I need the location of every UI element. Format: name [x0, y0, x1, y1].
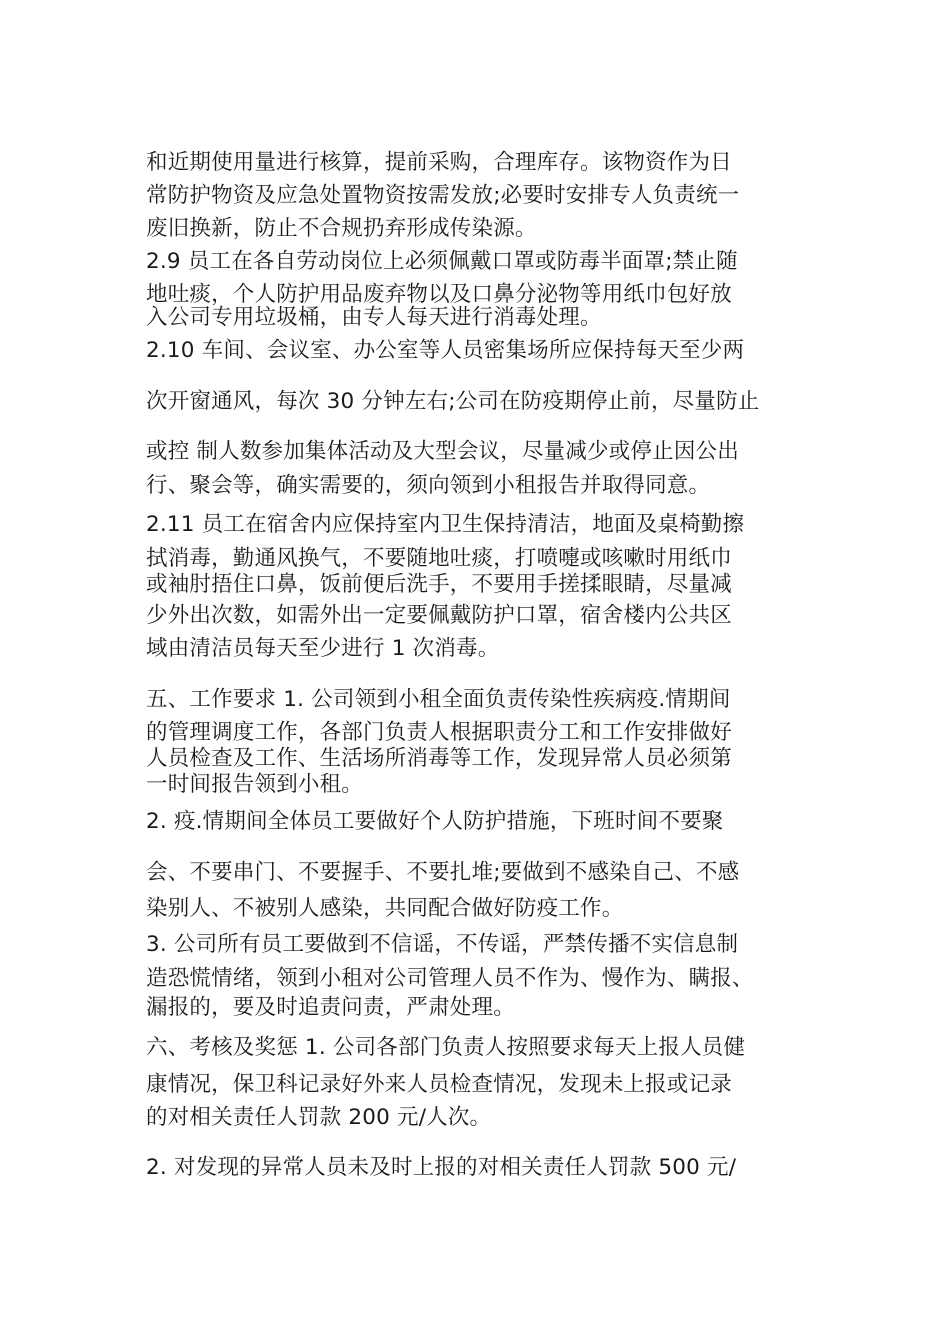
text-line: 常防护物资及应急处置物资按需发放;必要时安排专人负责统一 — [146, 183, 740, 208]
text-line: 入公司专用垃圾桶，由专人每天进行消毒处理。 — [146, 305, 602, 330]
text-line: 地吐痰，个人防护用品废弃物以及口鼻分泌物等用纸巾包好放 — [146, 282, 732, 307]
text-line: 的管理调度工作，各部门负责人根据职责分工和工作安排做好 — [146, 720, 732, 745]
text-line: 或袖肘捂住口鼻，饭前便后洗手，不要用手搓揉眼睛，尽量减 — [146, 572, 732, 597]
text-line: 2.11 员工在宿舍内应保持室内卫生保持清洁，地面及桌椅勤擦 — [146, 512, 745, 537]
text-line: 3. 公司所有员工要做到不信谣，不传谣，严禁传播不实信息制 — [146, 932, 739, 957]
text-line: 2.9 员工在各自劳动岗位上必须佩戴口罩或防毒半面罩;禁止随 — [146, 249, 738, 274]
text-line: 人员检查及工作、生活场所消毒等工作，发现异常人员必须第 — [146, 746, 732, 771]
text-line: 2. 疫.情期间全体员工要做好个人防护措施，下班时间不要聚 — [146, 809, 724, 834]
text-line: 一时间报告领到小租。 — [146, 772, 364, 797]
text-line: 2. 对发现的异常人员未及时上报的对相关责任人罚款 500 元/ — [146, 1155, 737, 1180]
text-line: 染别人、不被别人感染，共同配合做好防疫工作。 — [146, 896, 624, 921]
text-line: 六、考核及奖惩 1. 公司各部门负责人按照要求每天上报人员健 — [146, 1035, 746, 1060]
text-line: 和近期使用量进行核算，提前采购，合理库存。该物资作为日 — [146, 150, 732, 175]
text-line: 会、不要串门、不要握手、不要扎堆;要做到不感染自己、不感 — [146, 860, 740, 885]
text-line: 拭消毒，勤通风换气，不要随地吐痰，打喷嚏或咳嗽时用纸巾 — [146, 546, 732, 571]
text-line: 废旧换新，防止不合规扔弃形成传染源。 — [146, 216, 537, 241]
text-line: 五、工作要求 1. 公司领到小租全面负责传染性疾病疫.情期间 — [146, 687, 731, 712]
text-line: 域由清洁员每天至少进行 1 次消毒。 — [146, 636, 500, 661]
text-line: 少外出次数，如需外出一定要佩戴防护口罩，宿舍楼内公共区 — [146, 603, 732, 628]
text-line: 康情况，保卫科记录好外来人员检查情况，发现未上报或记录 — [146, 1072, 732, 1097]
text-line: 或控 制人数参加集体活动及大型会议，尽量减少或停止因公出 — [146, 439, 739, 464]
text-line: 行、聚会等，确实需要的，须向领到小租报告并取得同意。 — [146, 473, 711, 498]
text-line: 的对相关责任人罚款 200 元/人次。 — [146, 1105, 492, 1130]
text-line: 漏报的，要及时追责问责，严肃处理。 — [146, 995, 515, 1020]
text-line: 2.10 车间、会议室、办公室等人员密集场所应保持每天至少两 — [146, 338, 745, 363]
text-line: 次开窗通风，每次 30 分钟左右;公司在防疫期停止前，尽量防止 — [146, 389, 760, 414]
text-line: 造恐慌情绪，领到小租对公司管理人员不作为、慢作为、瞒报、 — [146, 966, 754, 991]
